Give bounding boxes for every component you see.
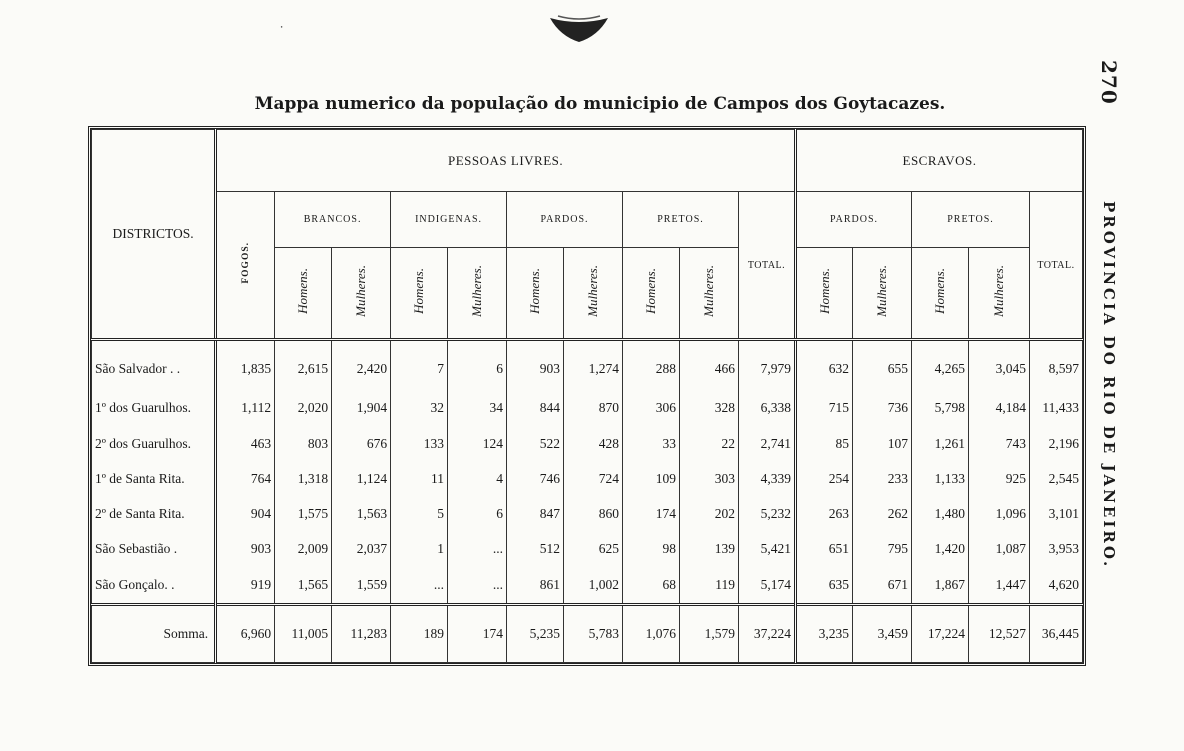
- table-cell: 736: [853, 391, 912, 426]
- fogos-header-label: FOGOS.: [240, 242, 251, 284]
- table-cell: 671: [853, 566, 912, 604]
- table-cell: 7,979: [738, 340, 795, 391]
- table-cell: 233: [853, 461, 912, 496]
- table-cell: 903: [216, 531, 275, 566]
- table-cell: 202: [679, 496, 738, 531]
- table-cell: 1,124: [332, 461, 391, 496]
- table-cell: 903: [507, 340, 564, 391]
- table-cell: 795: [853, 531, 912, 566]
- table-cell: 263: [796, 496, 853, 531]
- table-cell: 6: [448, 340, 507, 391]
- table-cell: 4,339: [738, 461, 795, 496]
- table-cell: 1,274: [564, 340, 623, 391]
- table-cell: 1,559: [332, 566, 391, 604]
- table-cell: 2,020: [275, 391, 332, 426]
- table-row: [92, 496, 1083, 531]
- table-body: [92, 340, 1083, 663]
- table-cell: 328: [679, 391, 738, 426]
- table-cell: 2,009: [275, 531, 332, 566]
- table-cell: 133: [391, 426, 448, 461]
- table-cell: 466: [679, 340, 738, 391]
- district-name: São Salvador . .: [92, 340, 216, 391]
- table-cell: 4,620: [1030, 566, 1083, 604]
- brancos-homens-label: Homens.: [295, 268, 311, 314]
- pardos-escravos-homens-header: [796, 248, 853, 340]
- table-cell: 1,420: [912, 531, 969, 566]
- table-cell: 1,447: [968, 566, 1029, 604]
- districts-header: DISTRICTOS.: [92, 130, 216, 340]
- printer-ornament-icon: [548, 14, 610, 44]
- district-name: São Sebastião .: [92, 531, 216, 566]
- table-cell: 22: [679, 426, 738, 461]
- table-cell: ...: [448, 531, 507, 566]
- total-cell: 11,005: [275, 605, 332, 663]
- table-cell: 651: [796, 531, 853, 566]
- total-cell: 174: [448, 605, 507, 663]
- table-cell: 2,037: [332, 531, 391, 566]
- total-cell: 11,283: [332, 605, 391, 663]
- table-cell: 6,338: [738, 391, 795, 426]
- table-cell: 4,184: [968, 391, 1029, 426]
- table-cell: 254: [796, 461, 853, 496]
- table-cell: 632: [796, 340, 853, 391]
- total-cell: 3,235: [796, 605, 853, 663]
- table-cell: 3,045: [968, 340, 1029, 391]
- table-cell: 4: [448, 461, 507, 496]
- table-cell: 1: [391, 531, 448, 566]
- population-table: [91, 129, 1083, 663]
- table-cell: 1,565: [275, 566, 332, 604]
- table-cell: 919: [216, 566, 275, 604]
- pretos-escravos-header: PRETOS.: [912, 192, 1030, 248]
- table-cell: 860: [564, 496, 623, 531]
- table-cell: 1,904: [332, 391, 391, 426]
- brancos-mulheres-header: [332, 248, 391, 340]
- table-cell: 34: [448, 391, 507, 426]
- table-cell: 847: [507, 496, 564, 531]
- table-cell: 1,087: [968, 531, 1029, 566]
- table-cell: 635: [796, 566, 853, 604]
- table-cell: 262: [853, 496, 912, 531]
- table-title: Mappa numerico da população do municipio de Campos dos Goytacazes.: [254, 94, 946, 114]
- pretos-livres-mulheres-header: [679, 248, 738, 340]
- table-cell: 1,261: [912, 426, 969, 461]
- table-cell: 5: [391, 496, 448, 531]
- escravos-header: ESCRAVOS.: [796, 130, 1083, 192]
- table-cell: 7: [391, 340, 448, 391]
- pardos-escravos-mulheres-label: Mulheres.: [874, 265, 889, 317]
- table-cell: 124: [448, 426, 507, 461]
- table-cell: 1,133: [912, 461, 969, 496]
- pardos-escravos-mulheres-header: [853, 248, 912, 340]
- table-cell: 743: [968, 426, 1029, 461]
- total-cell: 17,224: [912, 605, 969, 663]
- total-cell: 5,783: [564, 605, 623, 663]
- pretos-livres-header: PRETOS.: [623, 192, 739, 248]
- table-cell: 2,196: [1030, 426, 1083, 461]
- brancos-mulheres-label: Mulheres.: [353, 265, 369, 317]
- fogos-header: [216, 192, 275, 340]
- table-cell: 463: [216, 426, 275, 461]
- table-row: [92, 531, 1083, 566]
- total-cell: 37,224: [738, 605, 795, 663]
- side-running-title: PROVINCIA DO RIO DE JANEIRO.: [1100, 200, 1118, 570]
- table-row: [92, 426, 1083, 461]
- table-cell: 8,597: [1030, 340, 1083, 391]
- pretos-escravos-homens-header: [912, 248, 969, 340]
- table-cell: 2,545: [1030, 461, 1083, 496]
- table-cell: 1,318: [275, 461, 332, 496]
- pardos-livres-header: PARDOS.: [507, 192, 623, 248]
- total-cell: 3,459: [853, 605, 912, 663]
- table-cell: 625: [564, 531, 623, 566]
- pretos-escravos-mulheres-label: Mulheres.: [990, 265, 1006, 317]
- total-cell: 1,076: [623, 605, 680, 663]
- table-row: [92, 340, 1083, 391]
- total-escravos-header: TOTAL.: [1030, 192, 1083, 340]
- table-row: [92, 461, 1083, 496]
- table-cell: 11: [391, 461, 448, 496]
- table-cell: 512: [507, 531, 564, 566]
- table-cell: 139: [679, 531, 738, 566]
- table-cell: 306: [623, 391, 680, 426]
- total-cell: 6,960: [216, 605, 275, 663]
- table-cell: 715: [796, 391, 853, 426]
- table-cell: 32: [391, 391, 448, 426]
- pretos-livres-homens-header: [623, 248, 680, 340]
- population-table-frame: [88, 126, 1086, 666]
- table-cell: 925: [968, 461, 1029, 496]
- table-cell: 655: [853, 340, 912, 391]
- pardos-livres-mulheres-header: [564, 248, 623, 340]
- table-cell: 174: [623, 496, 680, 531]
- table-cell: 4,265: [912, 340, 969, 391]
- indigenas-mulheres-label: Mulheres.: [469, 265, 485, 317]
- table-cell: 68: [623, 566, 680, 604]
- table-cell: 6: [448, 496, 507, 531]
- table-cell: 1,112: [216, 391, 275, 426]
- table-cell: 428: [564, 426, 623, 461]
- table-cell: 1,480: [912, 496, 969, 531]
- table-row: [92, 391, 1083, 426]
- table-cell: 844: [507, 391, 564, 426]
- table-cell: 2,741: [738, 426, 795, 461]
- brancos-header: BRANCOS.: [275, 192, 391, 248]
- table-cell: 1,096: [968, 496, 1029, 531]
- pardos-escravos-header: PARDOS.: [796, 192, 912, 248]
- district-name: 1º dos Guarulhos.: [92, 391, 216, 426]
- table-cell: 1,835: [216, 340, 275, 391]
- pardos-escravos-homens-label: Homens.: [816, 268, 832, 314]
- table-cell: 5,798: [912, 391, 969, 426]
- pretos-escravos-homens-label: Homens.: [931, 268, 947, 314]
- table-cell: 3,953: [1030, 531, 1083, 566]
- district-name: São Gonçalo. .: [92, 566, 216, 604]
- table-cell: 33: [623, 426, 680, 461]
- table-cell: 288: [623, 340, 680, 391]
- total-cell: 5,235: [507, 605, 564, 663]
- table-cell: 522: [507, 426, 564, 461]
- table-cell: ...: [448, 566, 507, 604]
- indigenas-homens-header: [391, 248, 448, 340]
- total-label: Somma.: [92, 605, 216, 663]
- table-cell: 1,002: [564, 566, 623, 604]
- total-cell: 1,579: [679, 605, 738, 663]
- table-cell: 5,232: [738, 496, 795, 531]
- table-cell: 1,867: [912, 566, 969, 604]
- district-name: 1º de Santa Rita.: [92, 461, 216, 496]
- indigenas-homens-label: Homens.: [411, 268, 427, 314]
- total-row: [92, 605, 1083, 663]
- total-cell: 189: [391, 605, 448, 663]
- pretos-livres-homens-label: Homens.: [643, 268, 658, 314]
- table-cell: 5,421: [738, 531, 795, 566]
- table-cell: 11,433: [1030, 391, 1083, 426]
- table-cell: 1,575: [275, 496, 332, 531]
- stray-ink-mark: ⸳: [280, 18, 284, 32]
- total-cell: 36,445: [1030, 605, 1083, 663]
- table-cell: 746: [507, 461, 564, 496]
- pretos-escravos-mulheres-header: [968, 248, 1029, 340]
- table-cell: 109: [623, 461, 680, 496]
- pessoas-livres-header: PESSOAS LIVRES.: [216, 130, 796, 192]
- table-cell: ...: [391, 566, 448, 604]
- district-name: 2º dos Guarulhos.: [92, 426, 216, 461]
- table-cell: 2,420: [332, 340, 391, 391]
- table-cell: 803: [275, 426, 332, 461]
- table-cell: 904: [216, 496, 275, 531]
- table-cell: 2,615: [275, 340, 332, 391]
- table-cell: 861: [507, 566, 564, 604]
- page-number: 270: [1097, 59, 1121, 105]
- table-cell: 107: [853, 426, 912, 461]
- pardos-livres-mulheres-label: Mulheres.: [585, 265, 601, 317]
- table-cell: 764: [216, 461, 275, 496]
- district-name: 2º de Santa Rita.: [92, 496, 216, 531]
- table-cell: 303: [679, 461, 738, 496]
- table-cell: 676: [332, 426, 391, 461]
- table-cell: 3,101: [1030, 496, 1083, 531]
- table-cell: 98: [623, 531, 680, 566]
- pretos-livres-mulheres-label: Mulheres.: [700, 265, 716, 317]
- table-cell: 724: [564, 461, 623, 496]
- table-cell: 85: [796, 426, 853, 461]
- pardos-livres-homens-label: Homens.: [527, 268, 543, 314]
- table-cell: 1,563: [332, 496, 391, 531]
- total-livres-header: TOTAL.: [738, 192, 795, 340]
- total-cell: 12,527: [968, 605, 1029, 663]
- indigenas-mulheres-header: [448, 248, 507, 340]
- table-cell: 870: [564, 391, 623, 426]
- indigenas-header: INDIGENAS.: [391, 192, 507, 248]
- brancos-homens-header: [275, 248, 332, 340]
- pardos-livres-homens-header: [507, 248, 564, 340]
- table-row: [92, 566, 1083, 604]
- table-cell: 119: [679, 566, 738, 604]
- table-cell: 5,174: [738, 566, 795, 604]
